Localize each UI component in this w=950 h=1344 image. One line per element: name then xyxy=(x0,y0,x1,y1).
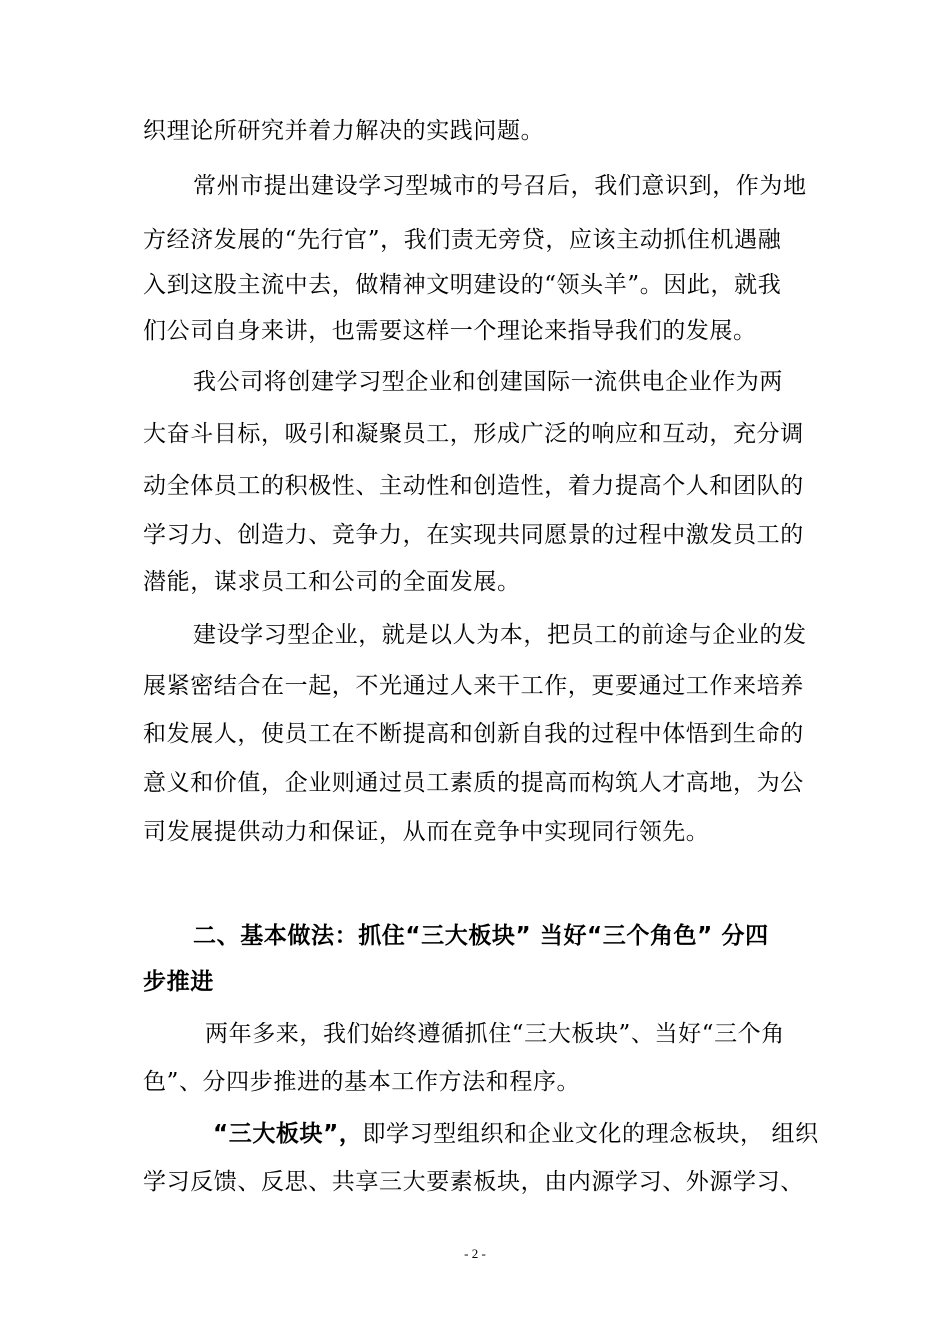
paragraph-line: 方经济发展的“先行官”，我们责无旁贷，应该主动抓住机遇融 xyxy=(143,227,782,253)
paragraph-line: 色”、分四步推进的基本工作方法和程序。 xyxy=(143,1069,581,1095)
paragraph-line: 意义和价值，企业则通过员工素质的提高而构筑人才高地，为公 xyxy=(143,770,804,796)
paragraph-line: 学习力、创造力、竞争力，在实现共同愿景的过程中激发员工的 xyxy=(143,522,804,548)
paragraph-line: 入到这股主流中去，做精神文明建设的“领头羊”。因此，就我 xyxy=(143,272,782,298)
paragraph-line: 们公司自身来讲，也需要这样一个理论来指导我们的发展。 xyxy=(143,318,757,344)
paragraph-line-with-bold-term xyxy=(213,1118,823,1150)
paragraph-line: 和发展人，使员工在不断提高和创新自我的过程中体悟到生命的 xyxy=(143,721,804,747)
section-heading: 二、基本做法：抓住“三大板块” 当好“三个角色” 分四 xyxy=(193,923,769,949)
paragraph-line: 展紧密结合在一起，不光通过人来干工作，更要通过工作来培养 xyxy=(143,673,804,699)
bold-term: “三大板块”， xyxy=(213,1121,363,1147)
paragraph-line: 动全体员工的积极性、主动性和创造性，着力提高个人和团队的 xyxy=(143,473,804,499)
paragraph-line: 建设学习型企业，就是以人为本，把员工的前途与企业的发 xyxy=(193,622,807,648)
paragraph-line: 织理论所研究并着力解决的实践问题。 xyxy=(143,118,545,144)
paragraph-line: 两年多来，我们始终遵循抓住“三大板块”、当好“三个角 xyxy=(205,1021,785,1047)
paragraph-line: 常州市提出建设学习型城市的号召后，我们意识到，作为地 xyxy=(193,173,807,199)
paragraph-line: 司发展提供动力和保证，从而在竞争中实现同行领先。 xyxy=(143,819,710,845)
paragraph-line: 大奋斗目标，吸引和凝聚员工，形成广泛的响应和互动，充分调 xyxy=(143,421,804,447)
paragraph-line: 潜能，谋求员工和公司的全面发展。 xyxy=(143,569,521,595)
section-heading-continued: 步推进 xyxy=(143,969,214,995)
paragraph-text: 即学习型组织和企业文化的理念板块， 组织 xyxy=(362,1121,819,1147)
paragraph-line: 学习反馈、反思、共享三大要素板块，由内源学习、外源学习、 xyxy=(143,1169,804,1195)
page-number: - 2 - xyxy=(464,1246,486,1261)
paragraph-line: 我公司将创建学习型企业和创建国际一流供电企业作为两 xyxy=(193,369,783,395)
